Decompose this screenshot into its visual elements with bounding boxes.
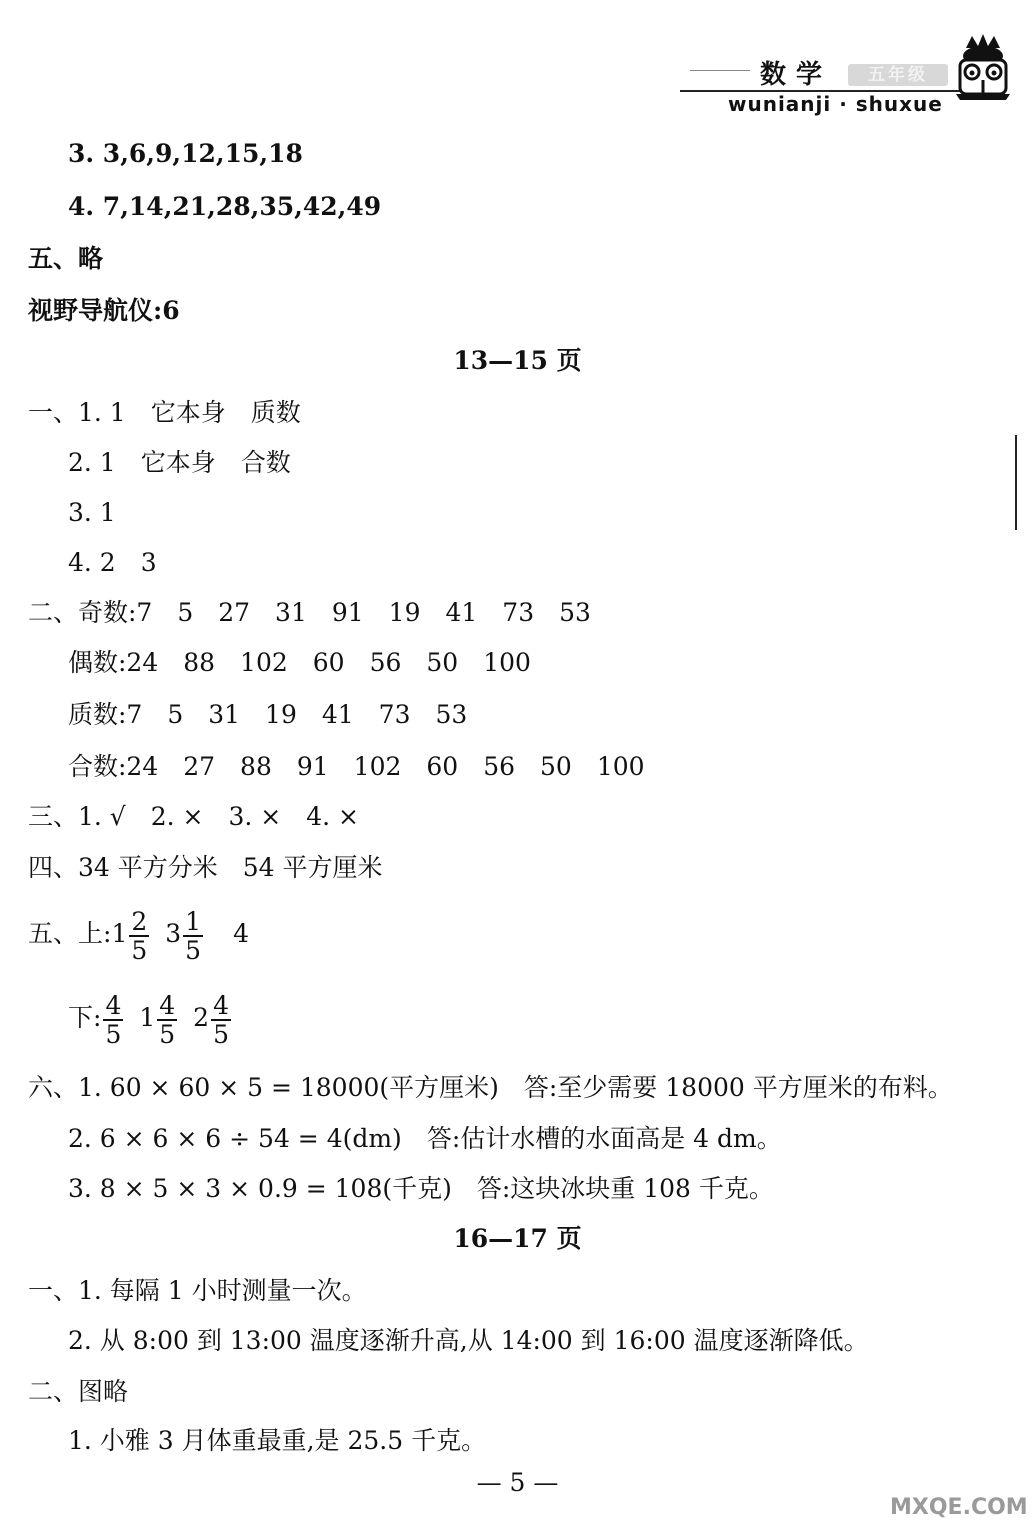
fraction-label: 下: xyxy=(68,1003,102,1032)
answer-line: 二、图略 xyxy=(28,1377,129,1406)
page-header xyxy=(0,0,1035,120)
margin-mark xyxy=(1015,435,1017,530)
whole-number: 1 xyxy=(139,1003,156,1032)
answer-line: 质数:7 5 31 19 41 73 53 xyxy=(68,700,468,729)
answer-line: 偶数:24 88 102 60 56 50 100 xyxy=(68,648,531,677)
numerator: 4 xyxy=(159,990,176,1020)
section-title: 13—15 页 xyxy=(453,346,582,375)
answer-line: 2. 6 × 6 × 6 ÷ 54 = 4(dm) 答:估计水槽的水面高是 4 dm。 xyxy=(68,1124,782,1153)
answer-line: 视野导航仪:6 xyxy=(28,296,180,325)
header-rule-thin xyxy=(690,70,750,71)
answer-line: 4. 7,14,21,28,35,42,49 xyxy=(68,192,382,221)
fraction xyxy=(103,992,123,1048)
fraction-label: 五、上: xyxy=(28,919,112,948)
answer-line: 3. 3,6,9,12,15,18 xyxy=(68,139,303,168)
whole-number: 4 xyxy=(233,919,249,948)
section-title: 16—17 页 xyxy=(453,1224,582,1253)
answer-line: 一、1. 1 它本身 质数 xyxy=(28,398,301,427)
whole-number: 3 xyxy=(165,919,182,948)
denominator: 5 xyxy=(213,1019,229,1049)
answer-line: 一、1. 每隔 1 小时测量一次。 xyxy=(28,1276,367,1305)
answer-line: 2. 1 它本身 合数 xyxy=(68,448,291,477)
numerator: 4 xyxy=(213,990,229,1020)
answer-line: 合数:24 27 88 91 102 60 56 50 100 xyxy=(68,752,645,781)
mascot-icon xyxy=(952,30,1014,102)
fraction-line-down xyxy=(68,988,233,1048)
numerator: 4 xyxy=(105,990,122,1020)
fraction xyxy=(157,992,177,1048)
numerator: 2 xyxy=(131,906,148,936)
fraction-line-up xyxy=(28,904,249,964)
answer-line: 二、奇数:7 5 27 31 91 19 41 73 53 xyxy=(28,598,591,627)
subject-title: 数学 xyxy=(760,60,833,90)
denominator: 5 xyxy=(185,935,202,965)
fraction xyxy=(183,908,203,964)
fraction xyxy=(129,908,149,964)
whole-number: 1 xyxy=(111,919,128,948)
answer-line: 六、1. 60 × 60 × 5 = 18000(平方厘米) 答:至少需要 18000 平方厘米的布料。 xyxy=(28,1073,953,1102)
grade-badge xyxy=(848,64,948,86)
fraction xyxy=(211,992,231,1048)
answer-line: 2. 从 8:00 到 13:00 温度逐渐升高,从 14:00 到 16:00 温度逐渐降低。 xyxy=(68,1326,869,1355)
numerator: 1 xyxy=(185,906,202,936)
page-number: — 5 — xyxy=(476,1468,559,1497)
whole-number: 2 xyxy=(193,1003,210,1032)
denominator: 5 xyxy=(131,935,148,965)
answer-line: 五、略 xyxy=(28,244,104,273)
watermark: MXQE.COM xyxy=(890,1495,1028,1520)
subject-pinyin: wunianji · shuxue xyxy=(728,92,943,116)
answer-line: 四、34 平方分米 54 平方厘米 xyxy=(28,853,383,882)
denominator: 5 xyxy=(105,1019,122,1049)
answer-line: 3. 8 × 5 × 3 × 0.9 = 108(千克) 答:这块冰块重 108 千克。 xyxy=(68,1174,774,1203)
grade-label: 五年级 xyxy=(868,65,928,85)
answer-line: 3. 1 xyxy=(68,498,116,527)
answer-line: 三、1. √ 2. × 3. × 4. × xyxy=(28,802,359,831)
denominator: 5 xyxy=(159,1019,176,1049)
answer-line: 1. 小雅 3 月体重最重,是 25.5 千克。 xyxy=(68,1426,487,1455)
answer-line: 4. 2 3 xyxy=(68,548,157,577)
